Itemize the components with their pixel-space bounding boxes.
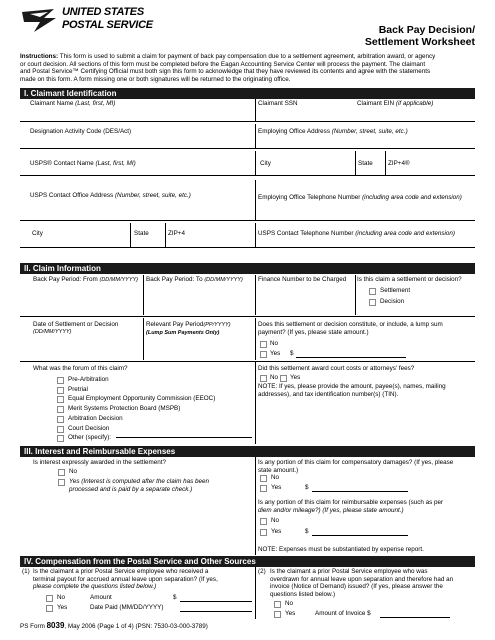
period-from-field[interactable]: Back Pay Period: From (DD/MM/YYYY) (33, 276, 138, 283)
lump-sum-question: Does this settlement or decision constitute, or include, a lump sum payment? (If yes, please state amount.) (258, 321, 443, 336)
section1-title: I. Claimant Identification (20, 88, 475, 99)
q2-yes-checkbox[interactable] (274, 611, 281, 618)
comp-yes-label: Yes (271, 484, 282, 491)
reimbursable-question: Is any portion of this claim for reimbursable expenses (such as per diem and/or mileage?) (If yes, please state amount.) (258, 499, 444, 514)
city-field[interactable]: City (260, 160, 271, 167)
fees-note: NOTE: If yes, please provide the amount, payee(s), names, mailing addresses), and tax identification number(s) (TIN). (258, 383, 446, 398)
q1-question: Is the claimant a prior Postal Service employee who received a terminal payout for accrued annual leave upon separation? (If yes, please complete the questions listed below.) (33, 568, 218, 590)
reimb-yes-label: Yes (271, 528, 282, 535)
settlement-decision-question: Is this claim a settlement or decision? (357, 276, 462, 283)
forum-option-label: Pre-Arbitration (68, 376, 109, 383)
q1-no-checkbox[interactable] (46, 595, 53, 602)
usps-contact-name-field[interactable]: USPS® Contact Name (Last, first, MI) (30, 160, 136, 167)
q1-amount-line[interactable] (180, 601, 252, 602)
comp-no-checkbox[interactable] (260, 475, 267, 482)
forum-option-label: Other (specify): (68, 434, 112, 442)
q1-no-label: No (57, 594, 66, 601)
form-title (365, 24, 475, 48)
q1-amount-label: Amount (90, 594, 112, 601)
designation-field[interactable]: Designation Activity Code (DES/Act) (30, 128, 132, 135)
forum-option-checkbox[interactable] (57, 435, 64, 442)
reimb-no-label: No (271, 517, 280, 524)
state-field[interactable]: State (358, 160, 373, 167)
comp-amount-line[interactable] (312, 491, 408, 492)
usps-contact-address-field[interactable]: USPS Contact Office Address (Number, street, suite, etc.) (30, 192, 191, 199)
logo-line2: POSTAL SERVICE (62, 19, 153, 31)
settlement-label: Settlement (380, 287, 411, 294)
interest-yes-checkbox[interactable] (58, 479, 65, 486)
fees-question: Did this settlement award court costs or attorneys' fees? (258, 365, 415, 372)
fees-yes-label: Yes (290, 374, 301, 381)
reimb-dollar-label: $ (305, 528, 309, 535)
section4-title: IV. Compensation from the Postal Service and Other Sources (20, 556, 475, 567)
decision-label: Decision (380, 298, 405, 305)
section3-title: III. Interest and Reimbursable Expenses (20, 446, 475, 457)
comp-dollar-label: $ (305, 484, 309, 491)
title-line2: Settlement Worksheet (364, 36, 475, 48)
interest-question: Is interest expressly awarded in the settlement? (33, 459, 167, 466)
claimant-ein-field[interactable]: Claimant EIN (if applicable) (357, 100, 434, 107)
zip4-field[interactable]: ZIP+4® (388, 160, 410, 167)
zip4b-field[interactable]: ZIP+4 (168, 230, 185, 237)
forum-option-checkbox[interactable] (57, 377, 64, 384)
forum-option-label: Merit Systems Protection Board (MSPB) (68, 405, 181, 413)
claimant-name-field[interactable]: Claimant Name (Last, first, MI) (30, 100, 116, 107)
state2-field[interactable]: State (134, 230, 149, 237)
instructions-label: Instructions: (20, 53, 59, 60)
fees-no-checkbox[interactable] (260, 375, 267, 382)
expense-note: NOTE: Expenses must be substantiated by expense report. (258, 546, 424, 553)
q2-no-label: No (285, 600, 294, 607)
claimant-ssn-field[interactable]: Claimant SSN (258, 100, 298, 107)
form-footer: PS Form 8039, May 2006 (Page 1 of 4) (PSN: 7530-03-000-3789) (20, 621, 208, 630)
interest-no-label: No (69, 468, 78, 475)
q1-number: (1) (22, 568, 30, 575)
usps-logo (20, 4, 170, 38)
forum-other-line[interactable] (116, 437, 252, 438)
usps-contact-phone-field[interactable]: USPS Contact Telephone Number (including area code and extension) (258, 230, 455, 237)
q1-yes-checkbox[interactable] (46, 605, 53, 612)
employing-office-phone-field[interactable]: Employing Office Telephone Number (including area code and extension) (258, 194, 462, 201)
lump-yes-label: Yes (270, 350, 281, 357)
q1-date-paid-label: Date Paid (MM/DD/YYYY) (90, 604, 164, 611)
title-line1: Back Pay Decision/ (378, 24, 475, 36)
section2-title: II. Claim Information (20, 263, 475, 274)
q2-number: (2) (258, 568, 266, 575)
city2-field[interactable]: City (32, 230, 43, 237)
lump-dollar-label: $ (290, 350, 294, 357)
reimb-yes-checkbox[interactable] (260, 529, 267, 536)
forum-option-label: Court Decision (68, 424, 110, 432)
eagle-icon (20, 6, 60, 36)
lump-amount-line[interactable] (296, 357, 406, 358)
logo-line1: UNITED STATES (62, 6, 144, 18)
q2-yes-label: Yes (285, 610, 296, 617)
forum-option-checkbox[interactable] (57, 426, 64, 433)
reimb-amount-line[interactable] (312, 535, 408, 536)
decision-checkbox[interactable] (369, 299, 376, 306)
interest-no-checkbox[interactable] (58, 469, 65, 476)
forum-option-checkbox[interactable] (57, 396, 64, 403)
forum-option-label: Pretrial (68, 385, 88, 393)
comp-no-label: No (271, 474, 280, 481)
forum-option-checkbox[interactable] (57, 416, 64, 423)
forum-option-checkbox[interactable] (57, 406, 64, 413)
interest-yes-label: Yes (Interest is computed after the claim has been processed and is paid by a separate check.) (69, 478, 210, 493)
compensatory-question: Is any portion of this claim for compensatory damages? (If yes, please state amount.) (258, 459, 454, 474)
period-to-field[interactable]: Back Pay Period: To (DD/MM/YYYY) (146, 276, 243, 283)
forum-question: What was the forum of this claim? (33, 365, 128, 372)
instructions (20, 53, 475, 83)
forum-option-label: Equal Employment Opportunity Commission (EEOC) (68, 395, 216, 403)
settlement-checkbox[interactable] (369, 288, 376, 295)
forum-option-checkbox[interactable] (57, 387, 64, 394)
fees-yes-checkbox[interactable] (280, 375, 287, 382)
finance-number-field[interactable]: Finance Number to be Charged (258, 276, 347, 283)
comp-yes-checkbox[interactable] (260, 485, 267, 492)
date-settlement-field[interactable]: Date of Settlement or Decision (DD/MM/YYYY) (33, 321, 119, 335)
instructions-line4: made on this form. A form missing one or both signatures will be returned to the originating office. (20, 75, 291, 83)
fees-no-label: No (270, 374, 279, 381)
relevant-pay-period-field[interactable]: Relevant Pay Period(PP/YYYY) (Lump Sum Payments Only) (146, 321, 231, 336)
q2-no-checkbox[interactable] (274, 601, 281, 608)
instructions-line2: or court decision. All sections of this form must be completed before the Eagan Accounting Service Center will process the payment. The claimant (20, 60, 426, 68)
q2-question: Is the claimant a prior Postal Service employee who was overdrawn for annual leave upon separation and therefore had an invoice (Notice of Demand) issued? (If yes, please answer the questions listed below.) (270, 568, 454, 598)
forum-option-label: Arbitration Decision (68, 414, 123, 422)
q2-invoice-label: Amount of Invoice $ (315, 610, 371, 617)
q2-invoice-line[interactable] (380, 617, 450, 618)
employing-office-address-field[interactable]: Employing Office Address (Number, street, suite, etc.) (258, 128, 408, 135)
instructions-line1: This form is used to submit a claim for payment of back pay compensation due to a settlement agreement, arbitration award, or agency (59, 53, 436, 60)
q1-date-line[interactable] (180, 611, 252, 612)
reimb-no-checkbox[interactable] (260, 518, 267, 525)
lump-yes-checkbox[interactable] (260, 351, 267, 358)
lump-no-checkbox[interactable] (260, 341, 267, 348)
instructions-line3: and Postal Service™ Certifying Official must both sign this form to acknowledge that they have reviewed its contents and agree with the statements (20, 68, 431, 75)
q1-dollar-label: $ (173, 594, 177, 601)
lump-no-label: No (270, 340, 279, 347)
q1-yes-label: Yes (57, 604, 68, 611)
